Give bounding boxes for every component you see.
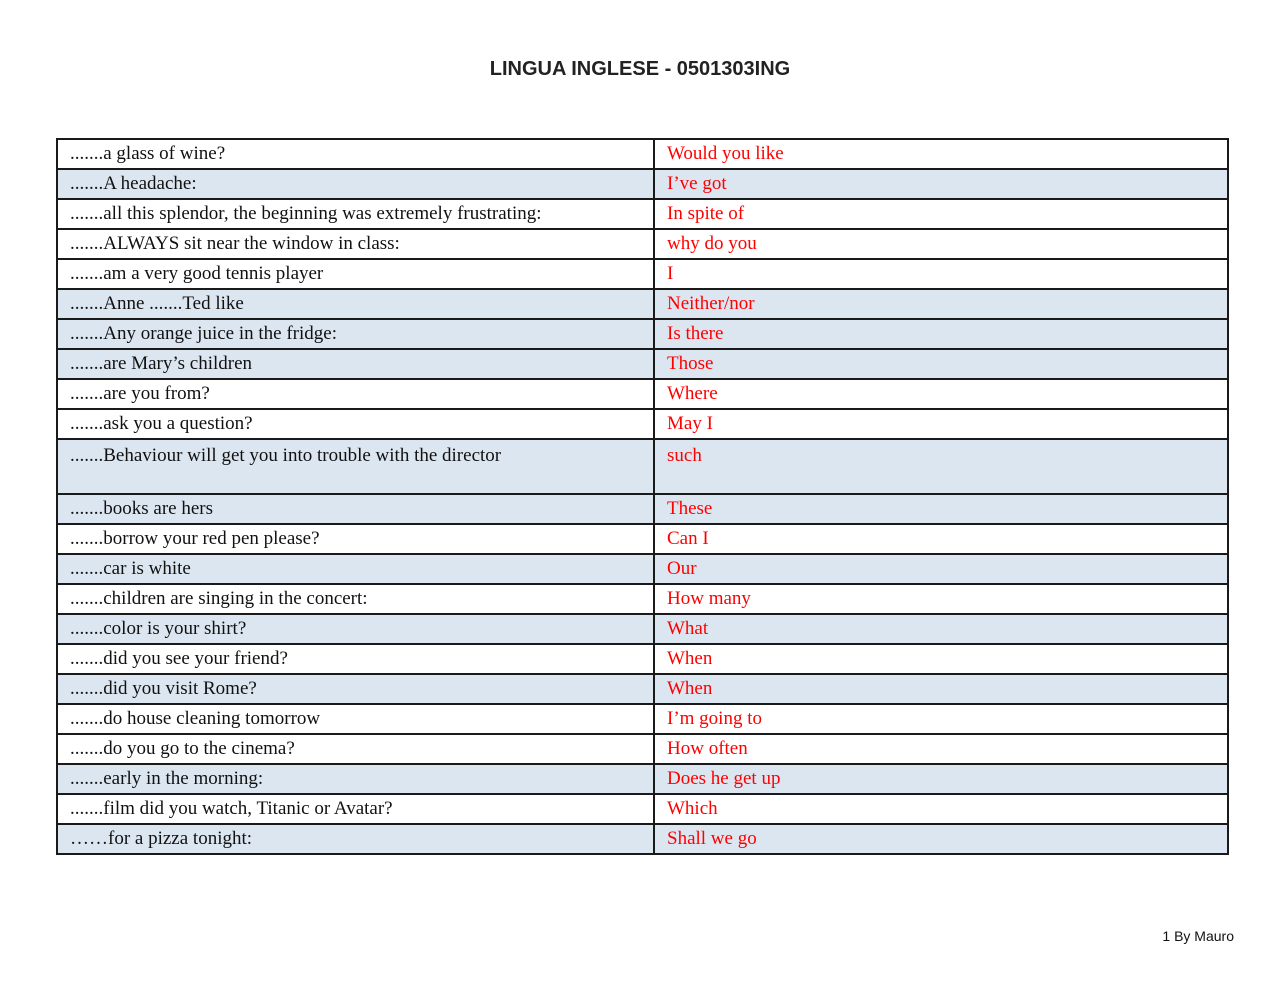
answer-cell: When xyxy=(654,674,1228,704)
table-row xyxy=(57,614,1228,644)
answer-cell: Neither/nor xyxy=(654,289,1228,319)
question-cell: .......ALWAYS sit near the window in class: xyxy=(57,229,654,259)
question-cell: .......are Mary’s children xyxy=(57,349,654,379)
question-cell: .......children are singing in the concert: xyxy=(57,584,654,614)
question-cell: .......Any orange juice in the fridge: xyxy=(57,319,654,349)
question-cell: .......did you visit Rome? xyxy=(57,674,654,704)
question-cell: .......all this splendor, the beginning was extremely frustrating: xyxy=(57,199,654,229)
answer-cell: May I xyxy=(654,409,1228,439)
table-row xyxy=(57,524,1228,554)
answer-cell: Is there xyxy=(654,319,1228,349)
table-row xyxy=(57,349,1228,379)
answer-cell: In spite of xyxy=(654,199,1228,229)
answer-cell: Can I xyxy=(654,524,1228,554)
table-row xyxy=(57,764,1228,794)
answer-cell: Those xyxy=(654,349,1228,379)
page-title: LINGUA INGLESE - 0501303ING xyxy=(489,58,791,80)
qa-table xyxy=(56,138,1229,855)
table-row xyxy=(57,379,1228,409)
table-row xyxy=(57,554,1228,584)
table-row xyxy=(57,439,1228,494)
question-cell: .......books are hers xyxy=(57,494,654,524)
table-row xyxy=(57,199,1228,229)
table-row xyxy=(57,409,1228,439)
question-cell: .......Behaviour will get you into trouble with the director xyxy=(57,439,654,494)
table-row xyxy=(57,139,1228,169)
table-row xyxy=(57,229,1228,259)
question-cell: .......A headache: xyxy=(57,169,654,199)
question-cell: .......do you go to the cinema? xyxy=(57,734,654,764)
answer-cell: I’m going to xyxy=(654,704,1228,734)
question-cell: .......am a very good tennis player xyxy=(57,259,654,289)
question-cell: .......do house cleaning tomorrow xyxy=(57,704,654,734)
question-cell: .......early in the morning: xyxy=(57,764,654,794)
table-row xyxy=(57,674,1228,704)
table-row xyxy=(57,494,1228,524)
table-row xyxy=(57,824,1228,854)
table-row xyxy=(57,704,1228,734)
question-cell: ……for a pizza tonight: xyxy=(57,824,654,854)
answer-cell: What xyxy=(654,614,1228,644)
table-row xyxy=(57,584,1228,614)
question-cell: .......ask you a question? xyxy=(57,409,654,439)
answer-cell: When xyxy=(654,644,1228,674)
table-row xyxy=(57,734,1228,764)
question-cell: .......Anne .......Ted like xyxy=(57,289,654,319)
question-cell: .......did you see your friend? xyxy=(57,644,654,674)
answer-cell: why do you xyxy=(654,229,1228,259)
answer-cell: Where xyxy=(654,379,1228,409)
answer-cell: Which xyxy=(654,794,1228,824)
answer-cell: such xyxy=(654,439,1228,494)
answer-cell: I xyxy=(654,259,1228,289)
question-cell: .......are you from? xyxy=(57,379,654,409)
table-row xyxy=(57,169,1228,199)
question-cell: .......car is white xyxy=(57,554,654,584)
page-footer: 1 By Mauro xyxy=(1162,928,1234,944)
answer-cell: How often xyxy=(654,734,1228,764)
answer-cell: Our xyxy=(654,554,1228,584)
table-row xyxy=(57,794,1228,824)
question-cell: .......color is your shirt? xyxy=(57,614,654,644)
answer-cell: How many xyxy=(654,584,1228,614)
table-row xyxy=(57,644,1228,674)
answer-cell: Does he get up xyxy=(654,764,1228,794)
table-row xyxy=(57,259,1228,289)
table-row xyxy=(57,289,1228,319)
answer-cell: Would you like xyxy=(654,139,1228,169)
question-cell: .......film did you watch, Titanic or Avatar? xyxy=(57,794,654,824)
answer-cell: I’ve got xyxy=(654,169,1228,199)
answer-cell: Shall we go xyxy=(654,824,1228,854)
question-cell: .......borrow your red pen please? xyxy=(57,524,654,554)
answer-cell: These xyxy=(654,494,1228,524)
table-row xyxy=(57,319,1228,349)
question-cell: .......a glass of wine? xyxy=(57,139,654,169)
